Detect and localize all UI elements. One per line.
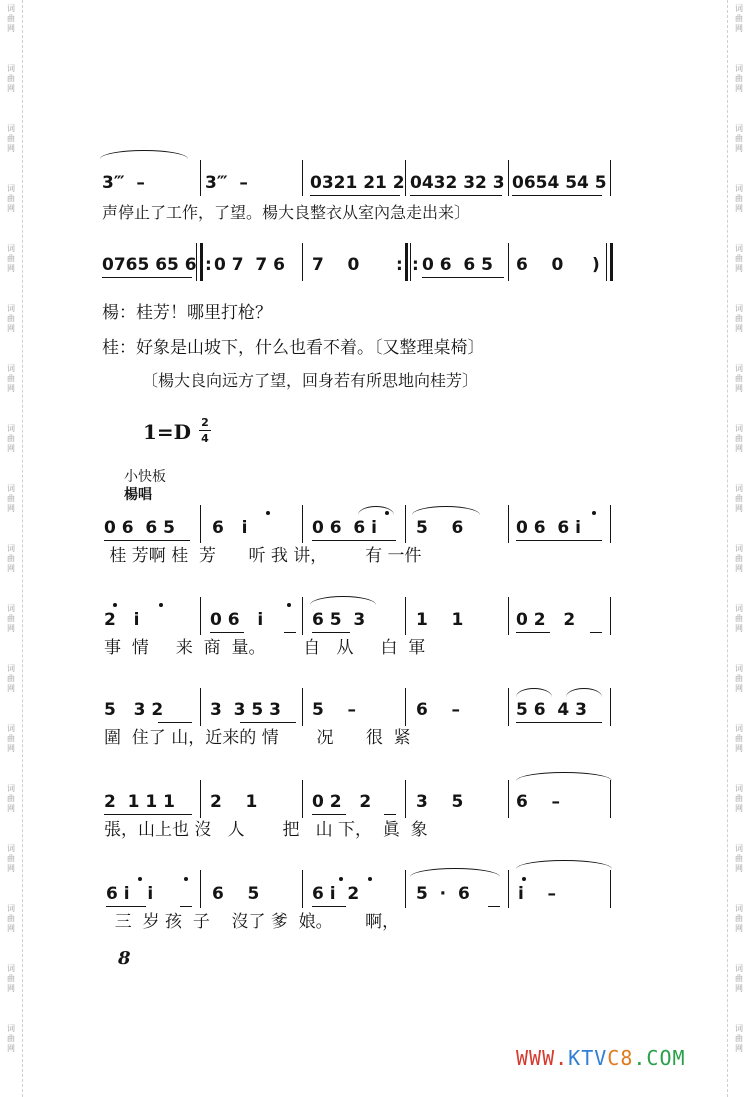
barline [610,780,611,818]
measure: 5 · 6 [416,884,470,904]
tempo-marking: 小快板 [124,469,166,485]
lyrics-line: 桂 芳啊 桂 芳 听 我 讲， 有 一件 [104,546,422,566]
underline [210,632,244,633]
underline [410,195,502,196]
watermark-glyphs: 词 曲 网 [7,1024,15,1053]
watermark-glyphs: 词 曲 网 [735,1024,743,1053]
octave-dot [339,877,343,881]
watermark-glyphs: 词 曲 网 [7,124,15,153]
underline [312,540,396,541]
measure: 6 i i [106,884,154,904]
measure: 3 5 [416,792,464,812]
barline [405,597,406,635]
measure: 5 6 [416,518,464,538]
measure: 0765 65 6 [102,255,197,275]
close-paren: ) [592,255,600,275]
barline [200,597,201,635]
underline [240,722,296,723]
lyrics-line: 三 岁 孩 子 沒了 爹 娘。 啊， [104,912,400,932]
measure: 0654 54 5 [512,173,607,193]
underline [102,277,192,278]
octave-dot [385,511,389,515]
measure: 5 3 2 [104,700,164,720]
lyrics-line: 張，山上也 沒 人 把 山 下， 眞 象 [104,820,428,840]
barline [610,688,611,726]
measure: 2 i [104,610,140,630]
measure: 5 6 4 3 [516,700,587,720]
watermark-glyphs: 词 曲 网 [735,784,743,813]
watermark-glyphs: 词 曲 网 [7,4,15,33]
slur [566,688,602,697]
lyrics-line: 事 情 来 商 量。 自 从 白 軍 [104,638,426,658]
measure: 1 1 [416,610,464,630]
lyrics-line: 圍 住了 山，近来的 情 况 很 紧 [104,728,411,748]
watermark-glyphs: 词 曲 网 [735,64,743,93]
measure: 6 – [516,792,561,812]
barline [410,243,411,281]
stage-direction: 〔楊大良向远方了望，回身若有所思地向桂芳〕 [142,371,479,390]
underline [180,906,192,907]
octave-dot [266,511,270,515]
watermark-glyphs: 词 曲 网 [7,904,15,933]
watermark-glyphs: 词 曲 网 [735,604,743,633]
time-signature-line [199,430,211,431]
measure: 0 6 6 i [312,518,377,538]
barline [302,688,303,726]
brand-part: KTV [568,1046,608,1070]
underline [516,632,550,633]
watermark-glyphs: 词 曲 网 [7,724,15,753]
watermark-glyphs: 词 曲 网 [735,844,743,873]
watermark-glyphs: 词 曲 网 [7,544,15,573]
measure: 0 6 6 5 [422,255,493,275]
barline [405,780,406,818]
measure: 6 0 [516,255,564,275]
watermark-glyphs: 词 曲 网 [7,604,15,633]
barline [200,780,201,818]
underline [516,722,602,723]
watermark-glyphs: 词 曲 网 [7,304,15,333]
measure: 2 1 1 1 [104,792,175,812]
measure: 0321 21 2 [310,173,405,193]
measure: 6 5 3 [312,610,366,630]
barline [610,160,611,196]
site-watermark [516,1046,686,1070]
measure: 0 2 2 [312,792,372,812]
measure: 6 5 [212,884,260,904]
measure: i – [518,884,557,904]
underline [312,906,346,907]
watermark-glyphs: 词 曲 网 [7,484,15,513]
watermark-glyphs: 词 曲 网 [735,184,743,213]
barline [405,160,406,196]
slur [410,868,500,877]
measure: 0 6 6 5 [104,518,175,538]
underline [384,814,396,815]
watermark-glyphs: 词 曲 网 [735,544,743,573]
barline [200,160,201,196]
watermark-glyphs: 词 曲 网 [735,424,743,453]
watermark-glyphs: 词 曲 网 [7,184,15,213]
right-watermark-strip [727,0,750,1097]
watermark-glyphs: 词 曲 网 [735,964,743,993]
octave-dot [184,877,188,881]
underline [312,814,346,815]
barline [200,688,201,726]
barline [200,243,203,281]
barline [200,505,201,543]
dialogue-line: 桂：好象是山坡下，什么也看不着。〔又整理桌椅〕 [102,338,485,358]
barline [302,597,303,635]
tie-arc [516,772,612,781]
barline [302,243,303,281]
underline [106,906,146,907]
measure: 6 i 2 [312,884,360,904]
underline [312,632,350,633]
octave-dot [113,603,117,607]
watermark-glyphs: 词 曲 网 [735,364,743,393]
measure: 3‴ – [102,173,151,193]
measure: 7 0 [312,255,360,275]
octave-dot [592,511,596,515]
watermark-glyphs: 词 曲 网 [7,424,15,453]
barline [508,505,509,543]
repeat-sign: : [412,255,419,275]
barline [508,780,509,818]
underline [310,195,400,196]
barline [405,870,406,908]
watermark-glyphs: 词 曲 网 [735,904,743,933]
slur [310,596,376,605]
underline [104,814,192,815]
barline [606,243,607,281]
underline [284,632,296,633]
left-watermark-strip [0,0,23,1097]
dialogue-line: 楊：桂芳！哪里打枪？ [102,303,272,323]
time-signature-bottom: 4 [201,432,209,445]
barline [196,243,197,281]
barline [508,243,509,281]
watermark-glyphs: 词 曲 网 [735,244,743,273]
brand-part: .COM [633,1046,686,1070]
octave-dot [287,603,291,607]
underline [104,540,190,541]
watermark-glyphs: 词 曲 网 [7,964,15,993]
time-signature-top: 2 [201,416,209,429]
underline [422,277,504,278]
measure: 3‴ – [205,173,254,193]
watermark-glyphs: 词 曲 网 [7,784,15,813]
measure: 6 – [416,700,461,720]
watermark-glyphs: 词 曲 网 [7,664,15,693]
watermark-glyphs: 词 曲 网 [735,484,743,513]
watermark-glyphs: 词 曲 网 [7,64,15,93]
octave-dot [138,877,142,881]
octave-dot [159,603,163,607]
key-signature: 1=D [143,420,192,444]
octave-dot [368,877,372,881]
underline [516,540,602,541]
barline [508,160,509,196]
barline [610,505,611,543]
measure: 6 i [212,518,248,538]
watermark-glyphs: 词 曲 网 [735,4,743,33]
repeat-sign: : [205,255,212,275]
stage-direction: 声停止了工作，了望。楊大良整衣从室內急走出来〕 [102,203,471,222]
underline [512,195,602,196]
barline [405,243,408,281]
barline [508,870,509,908]
measure: 0 6 i [210,610,264,630]
barline [302,160,303,196]
watermark-glyphs: 词 曲 网 [735,664,743,693]
watermark-glyphs: 词 曲 网 [735,304,743,333]
octave-dot [522,877,526,881]
slur [412,506,480,515]
barline [610,597,611,635]
barline [302,505,303,543]
measure: 0432 32 3 [410,173,505,193]
watermark-glyphs: 词 曲 网 [735,124,743,153]
watermark-glyphs: 词 曲 网 [7,844,15,873]
barline [508,688,509,726]
barline [405,505,406,543]
page-number: 8 [118,948,131,969]
barline [508,597,509,635]
brand-part: C8 [607,1046,634,1070]
underline [590,632,602,633]
tie-arc [516,860,612,869]
measure: 0 7 7 6 [214,255,285,275]
measure: 5 – [312,700,357,720]
tie-arc [100,150,188,159]
watermark-glyphs: 词 曲 网 [7,364,15,393]
underline [488,906,500,907]
singer-label: 楊唱 [124,487,152,503]
barline [302,780,303,818]
barline [610,243,613,281]
barline [302,870,303,908]
measure: 3 3 5 3 [210,700,281,720]
barline [405,688,406,726]
watermark-glyphs: 词 曲 网 [7,244,15,273]
measure: 0 6 6 i [516,518,581,538]
slur [516,688,552,697]
repeat-sign: : [396,255,403,275]
measure: 0 2 2 [516,610,576,630]
barline [200,870,201,908]
watermark-glyphs: 词 曲 网 [735,724,743,753]
brand-part: WWW. [516,1046,569,1070]
measure: 2 1 [210,792,258,812]
barline [610,870,611,908]
underline [158,722,192,723]
